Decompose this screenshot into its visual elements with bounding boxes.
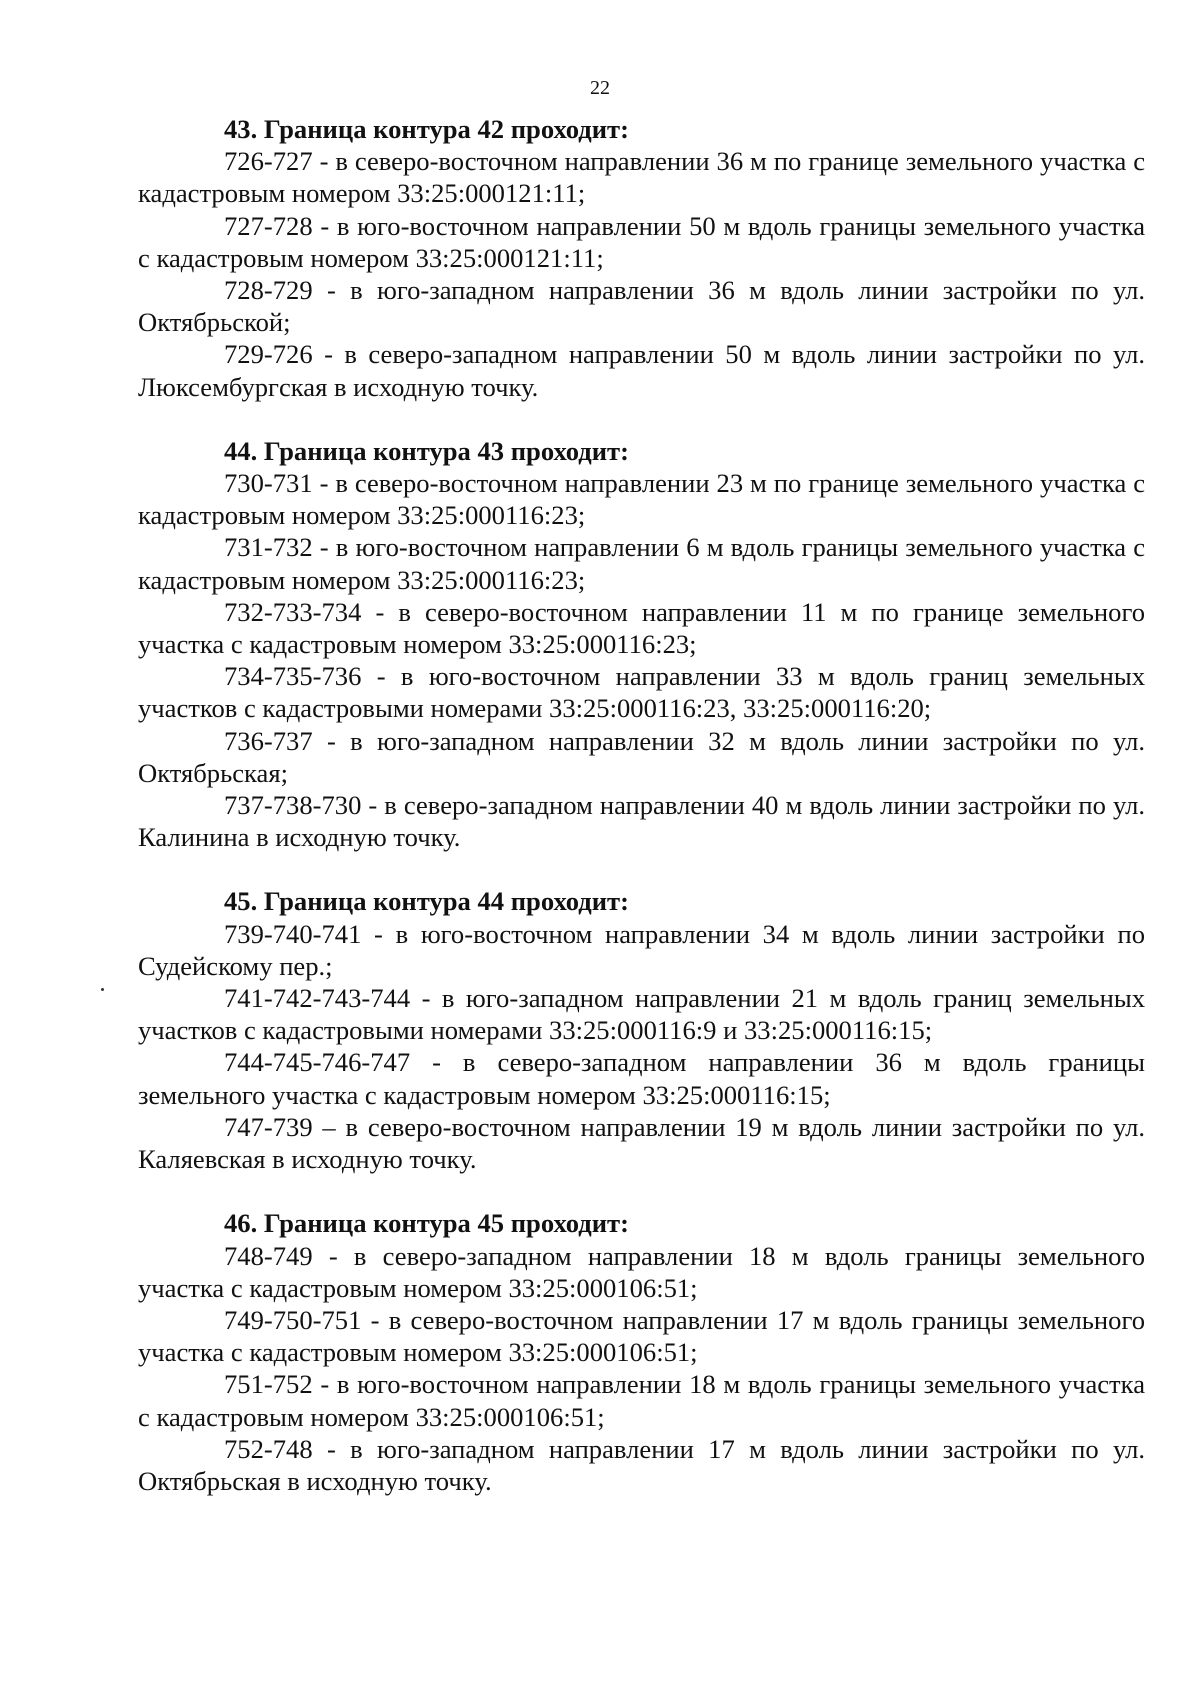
section-heading: 43. Граница контура 42 проходит: [224,114,629,144]
section-contour-42 [138,113,1145,403]
boundary-entry: 752-748 - в юго-западном направлении 17 м вдоль линии застройки по ул. Октябрьская в исходную точку. [138,1433,1145,1496]
scan-speck [101,988,104,991]
boundary-entry: 728-729 - в юго-западном направлении 36 м вдоль линии застройки по ул. Октябрьской; [138,275,1145,338]
boundary-entry: 729-726 - в северо-западном направлении 50 м вдоль линии застройки по ул. Люксембургская в исходную точку. [138,339,1145,402]
boundary-entry: 747-739 – в северо-восточном направлении 19 м вдоль линии застройки по ул. Каляевская в исходную точку. [138,1111,1145,1175]
boundary-entry: 751-752 - в юго-восточном направлении 18 м вдоль границы земельного участка с кадастровым номером 33:25:000106:51; [138,1369,1145,1432]
boundary-entry: 731-732 - в юго-восточном направлении 6 м вдоль границы земельного участка с кадастровым номером 33:25:000116:23; [138,532,1145,595]
section-contour-45 [138,1207,1145,1497]
boundary-entry: 726-727 - в северо-восточном направлении 36 м по границе земельного участка с кадастровым номером 33:25:000121:11; [138,146,1145,209]
section-heading: 45. Граница контура 44 проходит: [224,886,629,917]
page-number: 22 [590,77,610,99]
section-contour-43 [138,435,1145,854]
section-heading: 46. Граница контура 45 проходит: [224,1208,629,1239]
boundary-entry: 732-733-734 - в северо-восточном направлении 11 м по границе земельного участка с кадастровым номером 33:25:000116:23; [138,596,1145,660]
boundary-entry: 734-735-736 - в юго-восточном направлении 33 м вдоль границ земельных участков с кадастровыми номерами 33:25:000116:23, 33:25:000116:20; [138,661,1145,724]
boundary-entry: 744-745-746-747 - в северо-западном направлении 36 м вдоль границы земельного участка с кадастровым номером 33:25:000116:15; [138,1047,1145,1110]
boundary-entry: 736-737 - в юго-западном направлении 32 м вдоль линии застройки по ул. Октябрьская; [138,725,1145,788]
boundary-entry: 749-750-751 - в северо-восточном направлении 17 м вдоль границы земельного участка с кадастровым номером 33:25:000106:51; [138,1304,1145,1368]
boundary-entry: 739-740-741 - в юго-восточном направлении 34 м вдоль линии застройки по Судейскому пер.; [138,918,1145,981]
boundary-entry: 741-742-743-744 - в юго-западном направлении 21 м вдоль границ земельных участков с кадастровыми номерами 33:25:000116:9 и 33:25:000116:15; [138,983,1145,1046]
boundary-entry: 727-728 - в юго-восточном направлении 50 м вдоль границы земельного участка с кадастровым номером 33:25:000121:11; [138,210,1145,273]
section-heading: 44. Граница контура 43 проходит: [224,435,629,466]
boundary-entry: 737-738-730 - в северо-западном направлении 40 м вдоль линии застройки по ул. Калинина в исходную точку. [138,790,1145,853]
document-body [138,113,1145,1497]
section-contour-44 [138,885,1145,1175]
boundary-entry: 730-731 - в северо-восточном направлении 23 м по границе земельного участка с кадастровым номером 33:25:000116:23; [138,468,1145,531]
boundary-entry: 748-749 - в северо-западном направлении 18 м вдоль границы земельного участка с кадастровым номером 33:25:000106:51; [138,1240,1145,1303]
